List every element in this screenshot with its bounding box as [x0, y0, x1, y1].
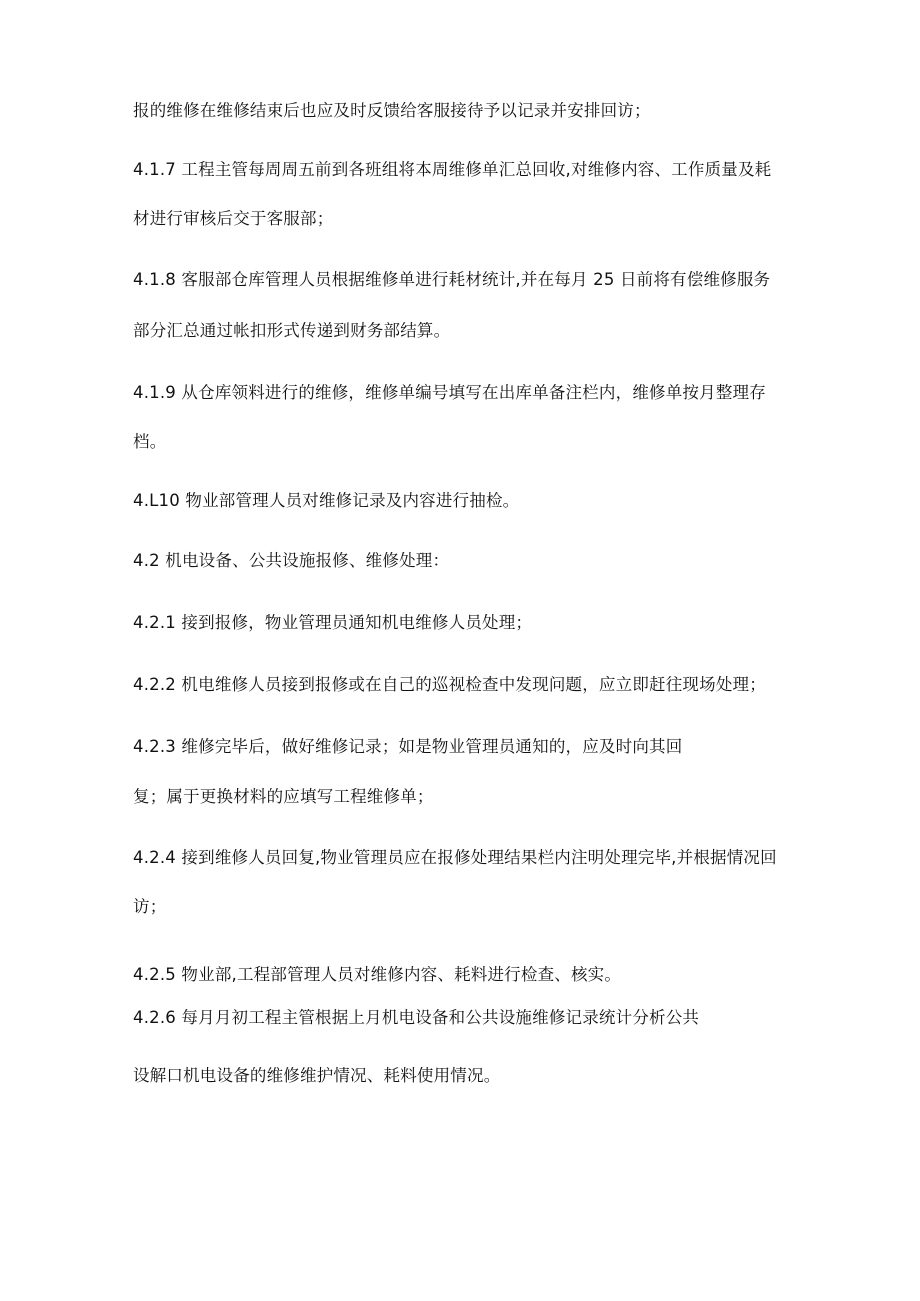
text-line: 4.1.9 从仓库领料进行的维修，维修单编号填写在出库单备注栏内，维修单按月整理存: [133, 383, 766, 402]
text-line: 部分汇总通过帐扣形式传递到财务部结算。: [133, 321, 451, 340]
text-line: 4.L10 物业部管理人员对维修记录及内容进行抽检。: [133, 491, 520, 510]
text-line: 档。: [133, 432, 167, 451]
text-line: 4.2.4 接到维修人员回复,物业管理员应在报修处理结果栏内注明处理完毕,并根据情况回: [133, 848, 777, 867]
text-line: 4.2.3 维修完毕后，做好维修记录；如是物业管理员通知的，应及时向其回: [133, 737, 683, 756]
text-line: 访；: [133, 897, 167, 916]
text-line: 4.2.1 接到报修，物业管理员通知机电维修人员处理；: [133, 613, 533, 632]
text-line: 材进行审核后交于客服部；: [133, 209, 334, 228]
text-line: 报的维修在维修结束后也应及时反馈给客服接待予以记录并安排回访；: [133, 101, 651, 120]
text-line: 设解口机电设备的维修维护情况、耗料使用情况。: [133, 1066, 501, 1085]
text-line: 复；属于更换材料的应填写工程维修单；: [133, 787, 434, 806]
text-line: 4.1.8 客服部仓库管理人员根据维修单进行耗材统计,并在每月 25 日前将有偿维修服务: [133, 270, 771, 289]
text-line: 4.2.5 物业部,工程部管理人员对维修内容、耗料进行检查、核实。: [133, 965, 622, 984]
text-line: 4.2.6 每月月初工程主管根据上月机电设备和公共设施维修记录统计分析公共: [133, 1008, 700, 1027]
text-line: 4.1.7 工程主管每周周五前到各班组将本周维修单汇总回收,对维修内容、工作质量及耗: [133, 160, 772, 179]
text-line: 4.2.2 机电维修人员接到报修或在自己的巡视检查中发现问题，应立即赶往现场处理；: [133, 675, 766, 694]
text-line: 4.2 机电设备、公共设施报修、维修处理：: [133, 551, 450, 570]
